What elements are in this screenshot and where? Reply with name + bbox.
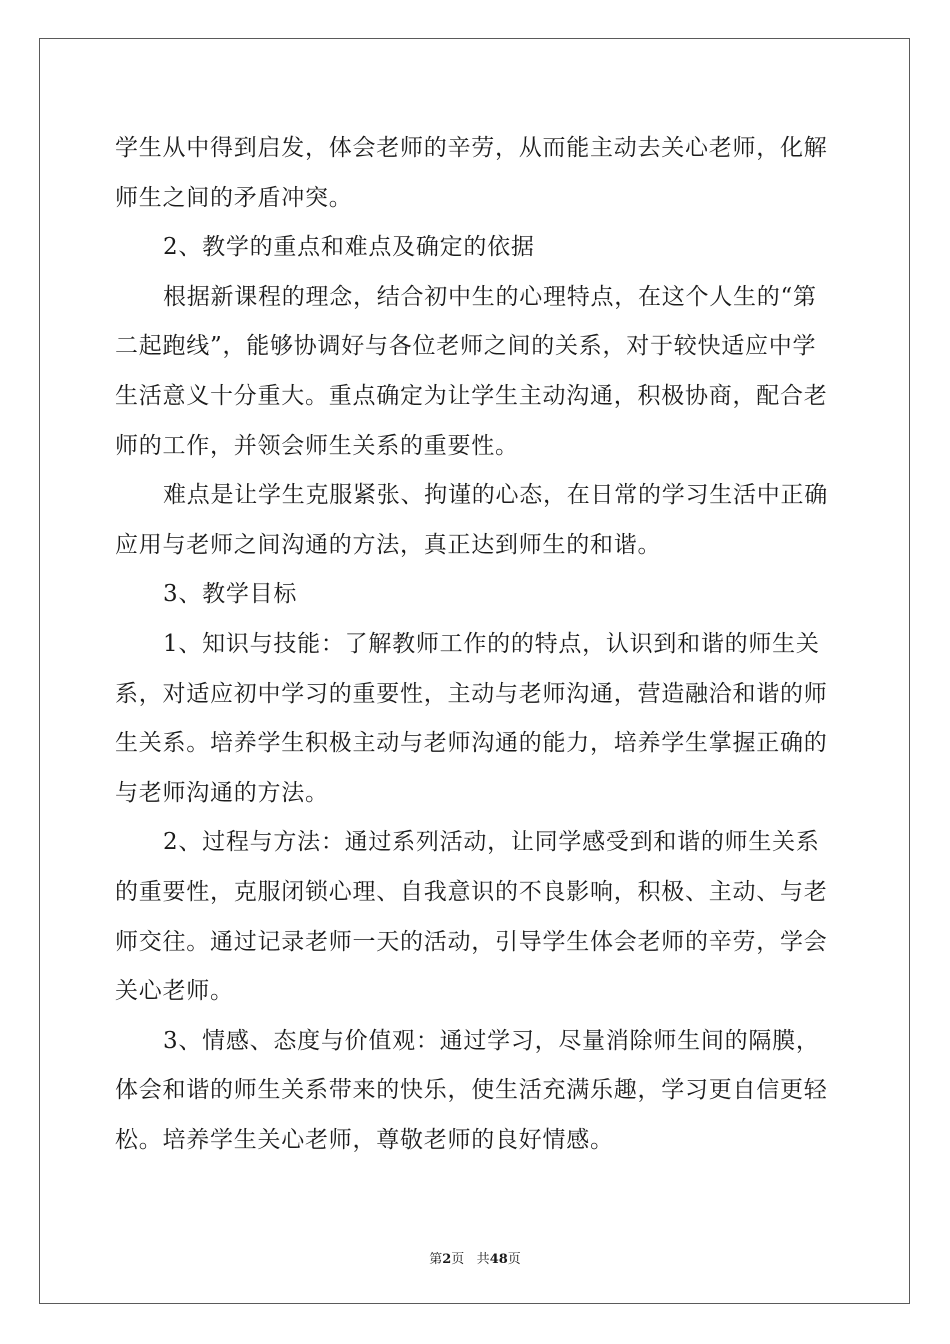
text-line: 根据新课程的理念，结合初中生的心理特点，在这个人生的“第	[163, 283, 817, 310]
text-line: 系，对适应初中学习的重要性，主动与老师沟通，营造融洽和谐的师	[115, 680, 828, 707]
text-line: 的重要性，克服闭锁心理、自我意识的不良影响，积极、主动、与老	[115, 878, 828, 905]
document-body	[115, 124, 837, 1165]
text-line: 生关系。培养学生积极主动与老师沟通的能力，培养学生掌握正确的	[115, 730, 828, 757]
text-line: 师的工作，并领会师生关系的重要性。	[115, 432, 519, 459]
text-line: 二起跑线”，能够协调好与各位老师之间的关系，对于较快适应中学	[115, 333, 817, 360]
text-line: 师生之间的矛盾冲突。	[115, 184, 353, 211]
text-line: 3、情感、态度与价值观：通过学习，尽量消除师生间的隔膜，	[163, 1027, 820, 1054]
text-line: 松。培养学生关心老师，尊敬老师的良好情感。	[115, 1126, 614, 1153]
section-heading: 3、教学目标	[163, 581, 298, 608]
text-line: 与老师沟通的方法。	[115, 779, 329, 806]
page-footer	[0, 1248, 950, 1267]
text-line: 2、过程与方法：通过系列活动，让同学感受到和谐的师生关系	[163, 829, 820, 856]
section-heading: 2、教学的重点和难点及确定的依据	[163, 234, 535, 261]
page-prefix: 第	[429, 1252, 443, 1267]
text-line: 生活意义十分重大。重点确定为让学生主动沟通，积极协商，配合老	[115, 382, 828, 409]
page-number: 2	[442, 1252, 452, 1267]
text-line: 体会和谐的师生关系带来的快乐，使生活充满乐趣，学习更自信更轻	[115, 1077, 828, 1104]
text-line: 应用与老师之间沟通的方法，真正达到师生的和谐。	[115, 531, 662, 558]
text-line: 难点是让学生克服紧张、拘谨的心态，在日常的学习生活中正确	[163, 482, 828, 509]
text-line: 1、知识与技能：了解教师工作的的特点，认识到和谐的师生关	[163, 630, 820, 657]
text-line: 师交往。通过记录老师一天的活动，引导学生体会老师的辛劳，学会	[115, 928, 828, 955]
text-line: 学生从中得到启发，体会老师的辛劳，从而能主动去关心老师，化解	[115, 135, 828, 161]
total-prefix: 共	[476, 1252, 490, 1267]
text-line: 关心老师。	[115, 978, 234, 1005]
total-pages: 48	[489, 1252, 508, 1267]
total-suffix: 页	[507, 1252, 521, 1267]
page-suffix: 页	[451, 1252, 465, 1267]
